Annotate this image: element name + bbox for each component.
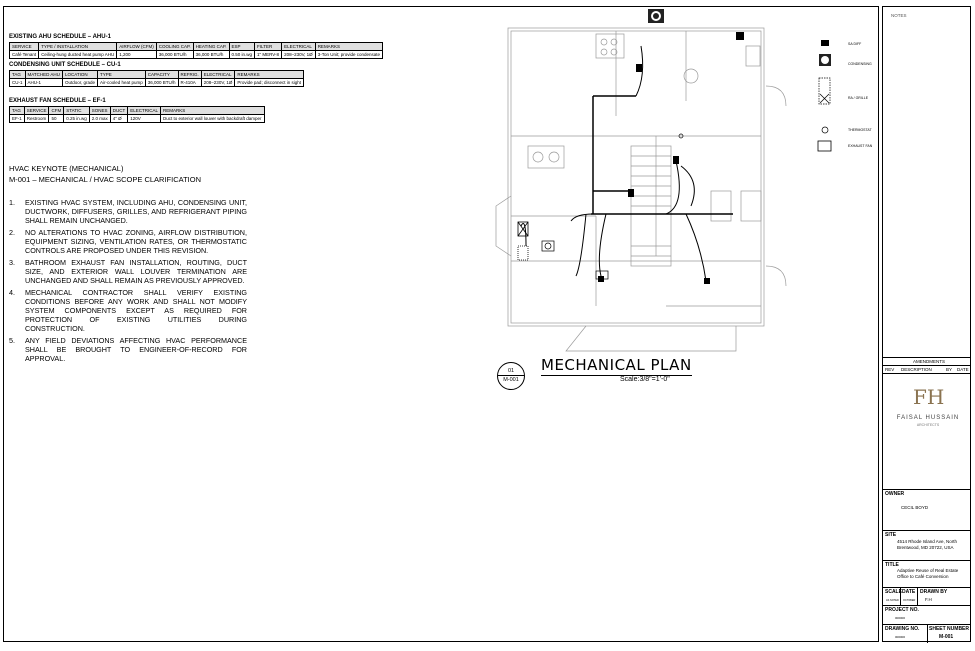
table-cell: 208–230V, 1Ø [201,79,235,87]
table-cell: Air-cooled heat pump [97,79,145,87]
description-header: DESCRIPTION [901,367,932,372]
plan-title: MECHANICAL PLAN [541,356,692,374]
keynote-text: EXISTING HVAC SYSTEM, INCLUDING AHU, CONDENSING UNIT, DUCTWORK, DIFFUSERS, GRILLES, AND REFRIGERANT PIPING SHALL REMAIN UNCHANGED. [25,198,247,225]
table-cell: ESP [229,43,255,51]
table-cell: LOCATION [62,71,97,79]
keynote-item [9,228,247,255]
keynote-text: ANY FIELD DEVIATIONS AFFECTING HVAC PERFORMANCE SHALL BE BROUGHT TO ENGINEER-OF-RECORD FOR APPROVAL. [25,336,247,363]
scale-value: AS NOTED [886,599,899,602]
return-grille-icon [518,222,528,260]
table-cell: TYPE / INSTALLATION [39,43,117,51]
table-cell: 36,000 BTU/h [156,51,193,59]
drawn-by-value: F.H [925,597,932,602]
keynote-list [9,198,247,363]
table-cell: EF-1 [10,115,25,123]
table-cell: SONES [89,107,110,115]
keynote-subtitle: M-001 – MECHANICAL / HVAC SCOPE CLARIFICATION [9,175,201,184]
table-cell: 0.25 in.wg [64,115,90,123]
drawing-no-value: 000000 [895,635,906,639]
table-cell: 1" MERV-8 [255,51,282,59]
table-cell: Outdoor, grade [62,79,97,87]
site-label: SITE [885,532,897,538]
table-cell: ELECTRICAL [282,43,316,51]
legend-label: CONDENSING [848,62,872,66]
logo-sub: ARCHITECTS [916,423,940,427]
ef-schedule [9,98,265,123]
project-no-label: PROJECT NO. [885,607,919,613]
table-cell: 0.50 in.wg [229,51,255,59]
by-header: BY [946,367,953,372]
cu-schedule-title: CONDENSING UNIT SCHEDULE – CU-1 [9,62,121,68]
legend-exhaust-icon [818,141,831,151]
logo-mark: FH [913,385,945,409]
table-cell: CAPACITY [145,71,178,79]
table-cell: 120V [128,115,161,123]
table-cell: TAG [10,71,26,79]
ef-schedule-title: EXHAUST FAN SCHEDULE – EF-1 [9,98,106,104]
keynote-text: BATHROOM EXHAUST FAN INSTALLATION, ROUTING, DUCT SIZE, AND EXTERIOR WALL LOUVER TERMINATION ARE UNCHANGED AND SHALL REMAIN AS PREVIOUSLY APPROVED. [25,258,247,285]
table-cell: 2.0 max [89,115,110,123]
table-cell: R-410A [178,79,201,87]
drawing-no-label: DRAWING NO. [885,626,920,632]
cu-table [9,70,304,87]
table-cell: CU-1 [10,79,26,87]
date-value: OCTOBER [903,599,916,602]
table-cell: SERVICE [10,43,39,51]
table-cell: 50 [49,115,64,123]
table-cell: REMARKS [235,71,304,79]
table-cell: Provide pad; disconnect in sight [235,79,304,87]
callout-sheet: M-001 [503,377,519,383]
table-cell: 36,000 BTU/h [145,79,178,87]
project-no-value: 000000 [895,616,906,620]
legend-label: EXHAUST FAN [848,144,873,148]
ahu-schedule-title: EXISTING AHU SCHEDULE – AHU-1 [9,34,111,40]
legend-label: SA DIFF [848,42,862,46]
table-cell: REMARKS [315,43,382,51]
keynote-item [9,288,247,333]
date-header: DATE [957,367,969,372]
plan-callout [497,362,525,390]
table-cell: FILTER [255,43,282,51]
keynote-item [9,258,247,285]
sheet-number-label: SHEET NUMBER [929,626,970,632]
table-cell: 1,200 [117,51,157,59]
keynote-number: 1. [9,198,15,207]
keynote-item [9,336,247,363]
table-cell: ELECTRICAL [201,71,235,79]
scale-label: SCALE [885,589,902,595]
table-cell: TAG [10,107,25,115]
table-cell: TYPE [97,71,145,79]
keynote-number: 5. [9,336,15,345]
logo-name: FAISAL HUSSAIN [896,415,960,421]
title-block [882,6,971,642]
table-cell: REMARKS [161,107,265,115]
table-cell: 36,000 BTU/h [193,51,229,59]
keynote-number: 2. [9,228,15,237]
legend-label: THERMOSTAT [848,128,872,132]
title-label: TITLE [885,562,899,568]
legend-diffuser-icon [821,40,829,46]
table-cell: Café Tenant [10,51,39,59]
owner-label: OWNER [885,491,905,497]
table-cell: DUCT [110,107,128,115]
keynote-number: 4. [9,288,15,297]
keynote-text: MECHANICAL CONTRACTOR SHALL VERIFY EXISTING CONDITIONS BEFORE ANY WORK AND SHALL NOT MODIFY SYSTEM COMPONENTS EXCEPT AS REQUIRED FOR PROTECTION OF EXISTING UTILITIES DURING CONSTRUCTION. [25,288,247,333]
legend-symbols [815,36,835,156]
table-cell: Ceiling-hung ducted heat pump AHU [39,51,117,59]
legend-grille-icon [819,78,830,104]
table-cell: COOLING CAP. [156,43,193,51]
callout-number: 01 [507,368,515,374]
site-value: 4514 Rhode Island Ave, North Brentwood, MD 20722, USA [897,539,957,550]
table-cell: CFM [49,107,64,115]
legend-thermostat-icon [822,127,828,133]
table-cell: 3-Ton Unit; provide condensate [315,51,382,59]
table-cell: AIRFLOW (CFM) [117,43,157,51]
table-cell: 4" Ø [110,115,128,123]
keynote-number: 3. [9,258,15,267]
title-value: Adaptive Reuse of Real Estate Office to Café Conversion [897,568,959,579]
date-label: DATE [902,589,916,595]
keynote-title: HVAC KEYNOTE (MECHANICAL) [9,164,124,173]
amendments-label: AMENDMENTS [913,359,946,364]
table-cell: Duct to exterior wall louver with backdraft damper [161,115,265,123]
keynote-item [9,198,247,225]
table-cell: Restroom [24,115,49,123]
sheet-number-value: M-001 [939,634,954,640]
keynote-text: NO ALTERATIONS TO HVAC ZONING, AIRFLOW DISTRIBUTION, EQUIPMENT SIZING, VENTILATION RATES, OR THERMOSTATIC CONTROLS ARE PROPOSED UNDER THIS REVISION. [25,228,247,255]
drawn-by-label: DRAWN BY [920,589,948,595]
table-cell: STATIC [64,107,90,115]
table-cell: MATCHED AHU [25,71,62,79]
table-cell: REFRIG. [178,71,201,79]
table-cell: SERVICE [24,107,49,115]
legend-label: RA / GRILLE [848,96,869,100]
exhaust-fan-icon [542,241,608,279]
owner-value: CECIL BOYD [901,505,929,510]
notes-label: NOTES [891,13,907,18]
ahu-schedule [9,34,383,59]
table-cell: HEATING CAP. [193,43,229,51]
plan-scale: Scale:3/8"=1'-0" [620,376,670,383]
hvac-keynote [9,164,247,366]
ef-table [9,106,265,123]
ahu-table [9,42,383,59]
condensing-unit-icon [648,9,664,23]
table-cell: ELECTRICAL [128,107,161,115]
table-cell: AHU-1 [25,79,62,87]
cu-schedule [9,62,304,87]
rev-header: REV [885,367,895,372]
table-cell: 208–230V, 1Ø [282,51,316,59]
